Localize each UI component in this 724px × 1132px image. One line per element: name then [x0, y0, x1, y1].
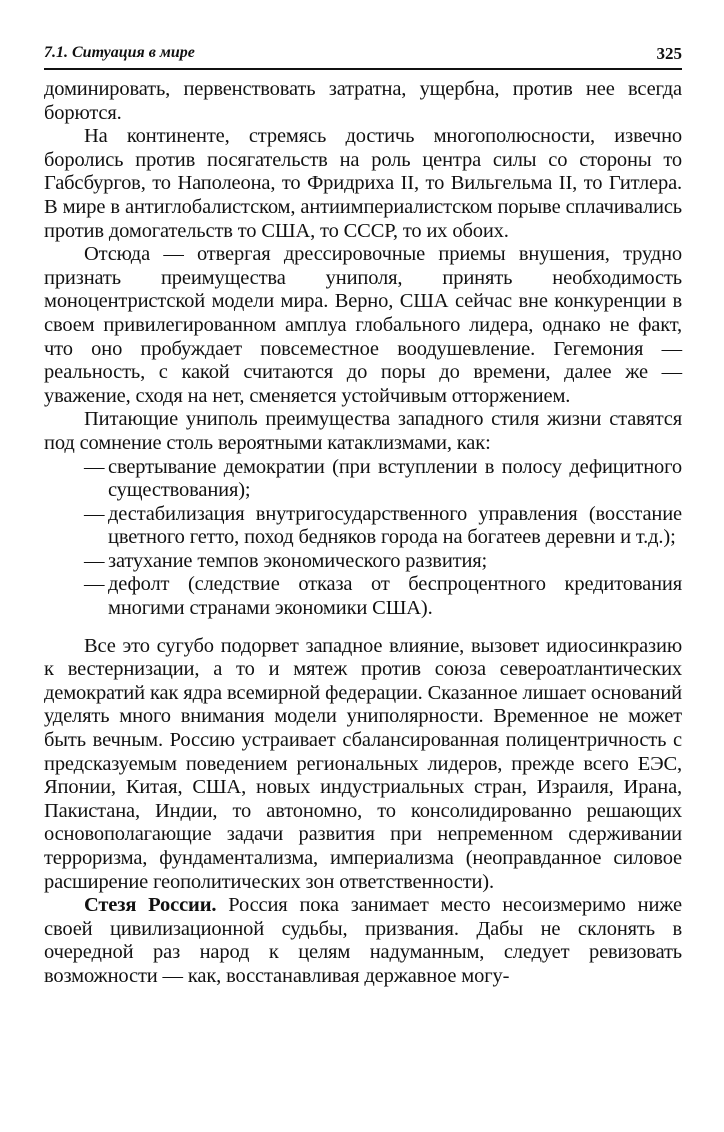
list-item-text: дестабилизация внутригосударственного управления (восстание цветного гетто, поход бедняков города на богатеев деревни и т.д.); — [108, 502, 682, 549]
paragraph-continent: На континенте, стремясь достичь многополюсности, извечно боролись против посягательств на роль центра силы со стороны то Габсбургов, то Наполеона, то Фридриха II, то Вильгельма II, то Гитлера. В мире в антиглобалистском, антиимпериалистском порыве сплачивались против домогательств то США, то СССР, то их обоих. — [44, 125, 682, 242]
section-lead: Стезя России. — [84, 894, 217, 917]
paragraph-russia-path-text: Россия пока занимает место несоизмеримо ниже своей цивилизационной судьбы, призвания. Дабы не склонять в очередной раз народ к целям надуманным, следует ревизовать возможности — как, восстанавливая державное могу- — [44, 894, 682, 987]
list-item — [84, 573, 682, 620]
list-dash: — — [84, 549, 105, 572]
list-dash: — — [84, 502, 105, 525]
list-item — [84, 550, 682, 574]
list-item-text: дефолт (следствие отказа от беспроцентного кредитования многими странами экономики США). — [108, 573, 682, 620]
list-item-text: затухание темпов экономического развития; — [108, 549, 488, 572]
spacer — [44, 621, 682, 635]
list-item — [84, 456, 682, 503]
page-header — [44, 34, 682, 70]
paragraph-cataclysms-intro: Питающие униполь преимущества западного стиля жизни ставятся под сомнение столь вероятными катаклизмами, как: — [44, 408, 682, 454]
list-dash: — — [84, 455, 105, 478]
list-item — [84, 503, 682, 550]
list-dash: — — [84, 573, 105, 596]
paragraph-russia-path — [44, 894, 682, 988]
page-number: 325 — [656, 44, 682, 63]
body-text — [44, 78, 682, 989]
paragraph-continuation: доминировать, первенствовать затратна, ущербна, против нее всегда борются. — [44, 78, 682, 124]
running-head: 7.1. Ситуация в мире — [44, 44, 195, 61]
paragraph-western-influence: Все это сугубо подорвет западное влияние, вызовет идиосинкразию к вестернизации, а то и мятеж против союза североатлантических демократий как ядра всемирной федерации. Сказанное лишает оснований уделять много внимания модели униполярности. Временное не может быть вечным. Россию устраивает сбалансированная полицентричность с предсказуемым поведением региональных лидеров, прежде всего ЕЭС, Японии, Китая, США, новых индустриальных стран, Израиля, Ирана, Пакистана, Индии, то автономно, то консолидированно решающих основополагающие задачи развития при непременном сдерживании терроризма, фундаментализма, империализма (неоправданное силовое расширение геополитических зон ответственности). — [44, 634, 682, 893]
paragraph-unipole: Отсюда — отвергая дрессировочные приемы внушения, трудно признать преимущества униполя, принять необходимость моноцентристской модели мира. Верно, США сейчас вне конкуренции в своем привилегированном амплуа глобального лидера, однако не факт, что оно пробуждает повсеместное воодушевление. Гегемония — реальность, с какой считаются до поры до времени, далее же — уважение, сходя на нет, сменяется устойчивым отторжением. — [44, 243, 682, 407]
list-item-text: свертывание демократии (при вступлении в полосу дефицитного существования); — [108, 455, 682, 502]
cataclysm-list — [44, 456, 682, 621]
